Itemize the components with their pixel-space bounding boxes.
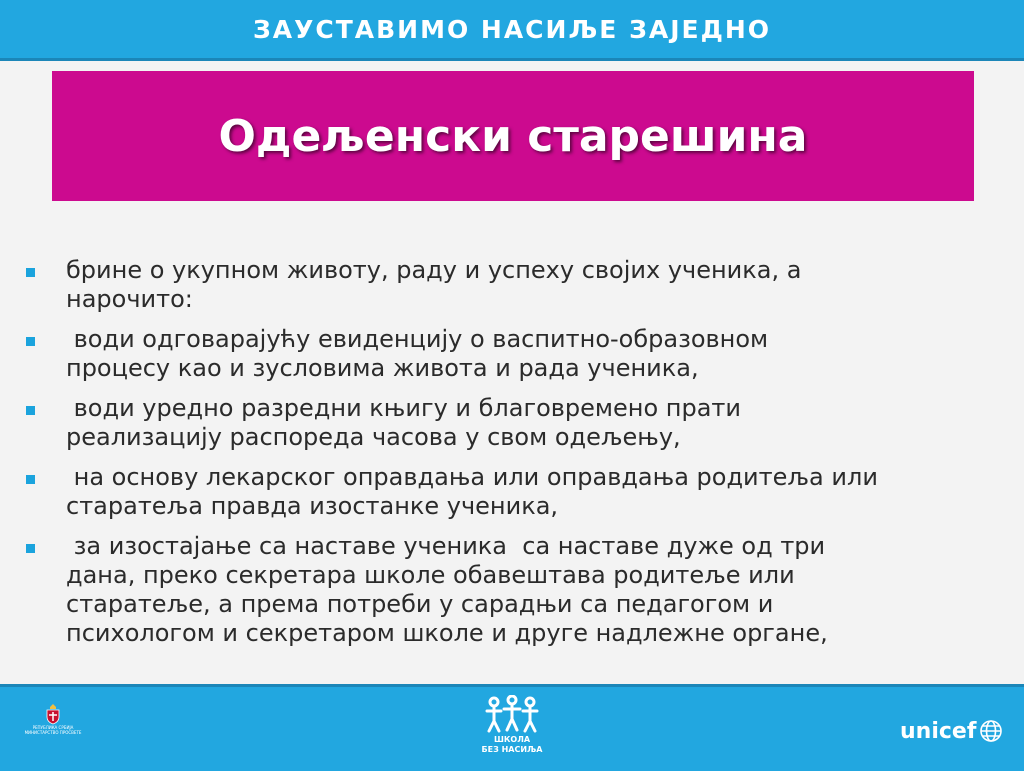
bullet-list: [26, 256, 1001, 659]
school-logo-line2: БЕЗ НАСИЉА: [481, 745, 543, 754]
children-figures-icon: [482, 695, 542, 735]
list-item: [26, 394, 1001, 452]
unicef-logo: [900, 718, 1004, 744]
bullet-text: за изостајање са наставе ученика са наставе дуже од три дана, преко секретара школе обавештава родитеље или старатеље, а према потреби у сарадњи са педагогом и психологом и секретаром школе и друге надлежне органе,: [66, 532, 828, 647]
slide-title: Одељенски старешина: [218, 110, 808, 162]
bullet-text: води уредно разредни књигу и благовремено прати реализацију распореда часова у свом одељењу,: [66, 394, 741, 451]
top-banner: [0, 0, 1024, 61]
list-item: [26, 325, 1001, 383]
square-bullet-icon: [26, 337, 35, 346]
school-logo: [476, 695, 548, 767]
unicef-globe-icon: [978, 718, 1004, 744]
school-logo-line1: ШКОЛА: [493, 735, 531, 744]
square-bullet-icon: [26, 475, 35, 484]
unicef-wordmark: unicef: [900, 718, 977, 744]
square-bullet-icon: [26, 406, 35, 415]
coat-of-arms-icon: [42, 703, 64, 725]
ministry-logo: [18, 703, 88, 743]
list-item: [26, 463, 1001, 521]
bullet-text: води одговарајућу евиденцију о васпитно-образовном процесу као и зусловима живота и рада ученика,: [66, 325, 769, 382]
bottom-bar: [0, 684, 1024, 771]
slide-title-box: [52, 71, 974, 201]
list-item: [26, 256, 1001, 314]
square-bullet-icon: [26, 544, 35, 553]
banner-title: ЗАУСТАВИМО НАСИЉЕ ЗАЈЕДНО: [252, 14, 772, 44]
ministry-text-line1: РЕПУБЛИКА СРБИЈА: [32, 725, 74, 730]
ministry-text-line2: МИНИСТАРСТВО ПРОСВЕТЕ: [24, 730, 82, 735]
bullet-text: брине о укупном животу, раду и успеху својих ученика, а нарочито:: [66, 256, 802, 313]
bullet-text: на основу лекарског оправдања или оправдања родитеља или старатеља правда изостанке ученика,: [66, 463, 878, 520]
list-item: [26, 532, 1001, 648]
square-bullet-icon: [26, 268, 35, 277]
